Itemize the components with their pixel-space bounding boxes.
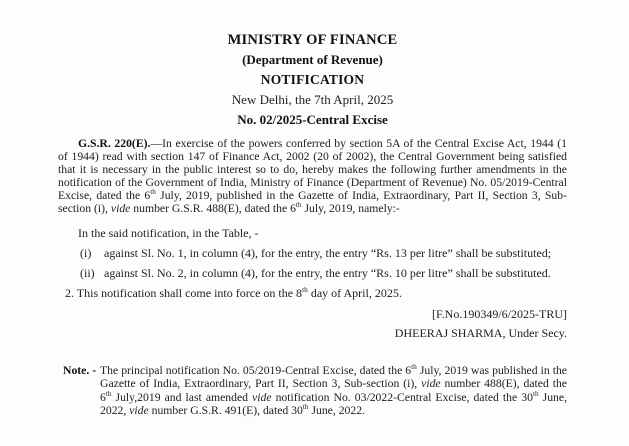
amendment-marker-1: (i) [80,245,92,260]
amendment-text-1: against Sl. No. 1, in column (4), for the entry, the entry “Rs. 13 per litre” shall be substituted; [104,245,552,260]
note-text: The principal notification No. 05/2019-Central Excise, dated the 6th July, 2019 was published in the Gazette of India, Extraordinary, Part II, Section 3, Sub-section (i), vide number 488(E), dated the 6th July,2019 and last amended vide notification No. 03/2022-Central Excise, dated the 30th June, 2022, vide number G.S.R. 491(E), dated 30th June, 2022. [100,362,567,418]
table-intro: In the said notification, in the Table, - [78,225,259,240]
note-marker: Note. - [63,363,97,377]
opening-paragraph: G.S.R. 220(E).—In exercise of the powers conferred by section 5A of the Central Excise Act, 1944 (1 of 1944) read with section 147 of Finance Act, 2002 (20 of 2002), the Central Government being satisfied that it is necessary in the public interest so to do, hereby makes the following further amendments in the notification of the Government of India, Ministry of Finance (Department of Revenue) No. 05/2019-Central Excise, dated the 6th July, 2019, published in the Gazette of India, Extraordinary, Part II, Section 3, Sub-section (i), vide number G.S.R. 488(E), dated the 6th July, 2019, namely:- [58,137,567,215]
notification-heading: NOTIFICATION [260,72,365,87]
clause-2: 2. This notification shall come into force on the 8th day of April, 2025. [65,284,402,300]
department-subtitle: (Department of Revenue) [242,52,383,67]
amendment-marker-2: (ii) [80,265,95,280]
amendment-text-2: against Sl. No. 2, in column (4), for the entry, the entry “Rs. 10 per litre” shall be substituted. [104,265,551,280]
dateline: New Delhi, the 7th April, 2025 [231,92,394,107]
amendment-item-2 [80,267,567,280]
ministry-title: MINISTRY OF FINANCE [227,32,398,48]
note-block [58,364,567,418]
notification-number: No. 02/2025-Central Excise [237,112,388,127]
amendment-item-1 [80,247,567,260]
file-number: [F.No.190349/6/2025-TRU] [431,306,567,321]
signatory: DHEERAJ SHARMA, Under Secy. [394,325,567,340]
